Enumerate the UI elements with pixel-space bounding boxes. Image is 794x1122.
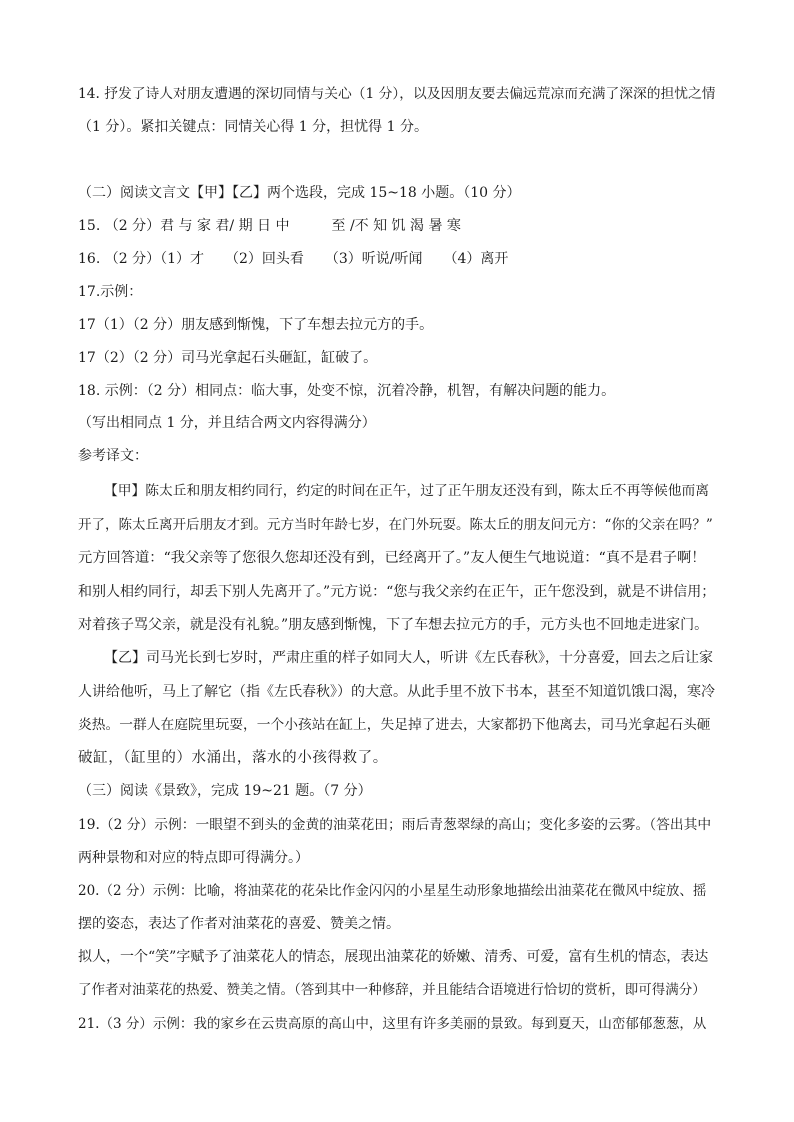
q17-2-answer: 17（2）（2 分）司马光拿起石头砸缸，缸破了。 [78,350,378,366]
translation-jia-line: 开了，陈太丘离开后朋友才到。元方当时年龄七岁，在门外玩耍。陈太丘的朋友问元方：“你的父亲在吗？” [78,517,713,533]
reference-translation-heading: 参考译文： [78,448,148,464]
q14-answer-line1: 14. 抒发了诗人对朋友遭遇的深切同情与关心（1 分），以及因朋友要去偏远荒凉而充满了深深的担忧之情 [78,86,716,102]
q20-answer-line2: 摆的姿态，表达了作者对油菜花的喜爱、赞美之情。 [78,916,400,932]
translation-jia-line: 元方回答道：“我父亲等了您很久您却还没有到，已经离开了。”友人便生气地说道：“真不是君子啊！ [78,550,706,566]
q20-answer-line4: 了作者对油菜花的热爱、赞美之情。（答到其中一种修辞，并且能结合语境进行恰切的赏析，即可得满分） [78,982,706,998]
q18-scoring-note: （写出相同点 1 分，并且结合两文内容得满分） [78,415,376,431]
section3-heading: （三）阅读《景致》，完成 19~21 题。（7 分） [78,783,372,799]
translation-jia-line: 【甲】陈太丘和朋友相约同行，约定的时间在正午，过了正午朋友还没有到，陈太丘不再等候他而离 [104,483,710,499]
q17-1-answer: 17（1）（2 分）朋友感到惭愧，下了车想去拉元方的手。 [78,317,434,333]
q16-answer: 16. （2 分）（1）才 （2）回头看 （3）听说/听闻 （4）离开 [78,251,509,267]
q19-answer-line1: 19.（2 分）示例：一眼望不到头的金黄的油菜花田；雨后青葱翠绿的高山；变化多姿的云雾。（答出其中 [78,817,712,833]
translation-jia-line: 和别人相约同行，却丢下别人先离开了。”元方说：“您与我父亲约在正午，正午您没到，就是不讲信用； [78,584,716,600]
translation-yi-line: 破缸，（缸里的）水涌出，落水的小孩得救了。 [78,750,388,766]
translation-yi-line: 人讲给他听，马上了解它（指《左氏春秋》）的大意。从此手里不放下书本，甚至不知道饥饿口渴，寒冷 [78,684,715,700]
q19-answer-line2: 两种景物和对应的特点即可得满分。） [78,850,309,866]
q20-answer-line3: 拟人，一个“笑”字赋予了油菜花人的情态，展现出油菜花的娇嫩、清秀、可爱，富有生机的情态，表达 [78,949,709,965]
q14-answer-line2: （1 分）。紧扣关键点：同情关心得 1 分，担忧得 1 分。 [78,119,428,135]
q15-answer: 15. （2 分）君 与 家 君/ 期 日 中 至 /不 知 饥 渴 暑 寒 [78,218,461,234]
q20-answer-line1: 20.（2 分）示例：比喻，将油菜花的花朵比作金闪闪的小星星生动形象地描绘出油菜花在微风中绽放、摇 [78,883,707,899]
q21-answer-line1: 21.（3 分）示例：我的家乡在云贵高原的高山中，这里有许多美丽的景致。每到夏天，山峦郁郁葱葱，从 [78,1016,707,1032]
q17-heading: 17.示例： [78,284,143,300]
translation-jia-line: 对着孩子骂父亲，就是没有礼貌。”朋友感到惭愧，下了车想去拉元方的手，元方头也不回地走进家门。 [78,617,709,633]
q18-answer: 18. 示例：（2 分）相同点：临大事，处变不惊，沉着冷静，机智，有解决问题的能力。 [78,383,616,399]
translation-yi-line: 【乙】司马光长到七岁时，严肃庄重的样子如同大人，听讲《左氏春秋》，十分喜爱，回去之后让家 [104,650,713,666]
translation-yi-line: 炎热。一群人在庭院里玩耍，一个小孩站在缸上，失足掉了进去，大家都扔下他离去，司马光拿起石头砸 [78,717,711,733]
section2-heading: （二）阅读文言文【甲】【乙】两个选段，完成 15~18 小题。（10 分） [78,185,521,201]
